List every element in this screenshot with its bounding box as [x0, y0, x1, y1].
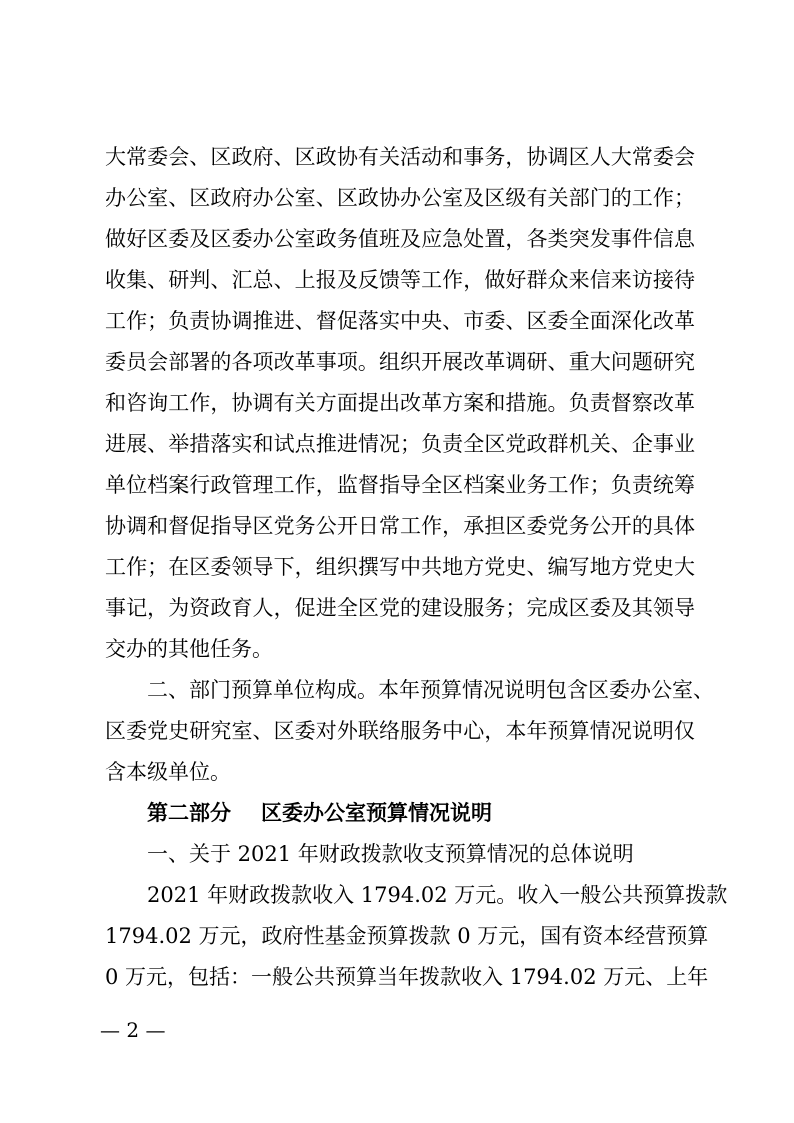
part-title: 区委办公室预算情况说明: [261, 801, 492, 825]
page-number: — 2 —: [100, 1018, 166, 1042]
part-heading: [147, 798, 492, 828]
body-line-7: 和咨询工作，协调有关方面提出改革方案和措施。负责督察改革: [105, 391, 695, 415]
section-two-line-1: 二、部门预算单位构成。本年预算情况说明包含区委办公室、: [147, 678, 714, 702]
section-two-line-3: 含本级单位。: [105, 760, 231, 784]
finance-line-1: 2021 年财政拨款收入 1794.02 万元。收入一般公共预算拨款: [147, 883, 728, 907]
finance-line-2: 1794.02 万元，政府性基金预算拨款 0 万元，国有资本经营预算: [105, 924, 709, 948]
body-line-12: 事记，为资政育人，促进全区党的建设服务；完成区委及其领导: [105, 596, 695, 620]
body-line-5: 工作；负责协调推进、督促落实中央、市委、区委全面深化改革: [105, 309, 695, 333]
subheading: 一、关于 2021 年财政拨款收支预算情况的总体说明: [147, 842, 634, 866]
finance-line-3: 0 万元，包括：一般公共预算当年拨款收入 1794.02 万元、上年: [105, 965, 709, 989]
body-line-8: 进展、举措落实和试点推进情况；负责全区党政群机关、企事业: [105, 432, 695, 456]
body-line-1: 大常委会、区政府、区政协有关活动和事务，协调区人大常委会: [105, 145, 695, 169]
body-line-6: 委员会部署的各项改革事项。组织开展改革调研、重大问题研究: [105, 350, 695, 374]
body-line-10: 协调和督促指导区党务公开日常工作，承担区委党务公开的具体: [105, 514, 695, 538]
body-line-11: 工作；在区委领导下，组织撰写中共地方党史、编写地方党史大: [105, 555, 695, 579]
section-two-line-2: 区委党史研究室、区委对外联络服务中心，本年预算情况说明仅: [105, 719, 695, 743]
body-line-13: 交办的其他任务。: [105, 637, 273, 661]
body-line-9: 单位档案行政管理工作，监督指导全区档案业务工作；负责统筹: [105, 473, 695, 497]
body-line-3: 做好区委及区委办公室政务值班及应急处置，各类突发事件信息: [105, 227, 695, 251]
part-label: 第二部分: [147, 801, 231, 825]
body-line-2: 办公室、区政府办公室、区政协办公室及区级有关部门的工作；: [105, 186, 695, 210]
body-line-4: 收集、研判、汇总、上报及反馈等工作，做好群众来信来访接待: [105, 268, 695, 292]
